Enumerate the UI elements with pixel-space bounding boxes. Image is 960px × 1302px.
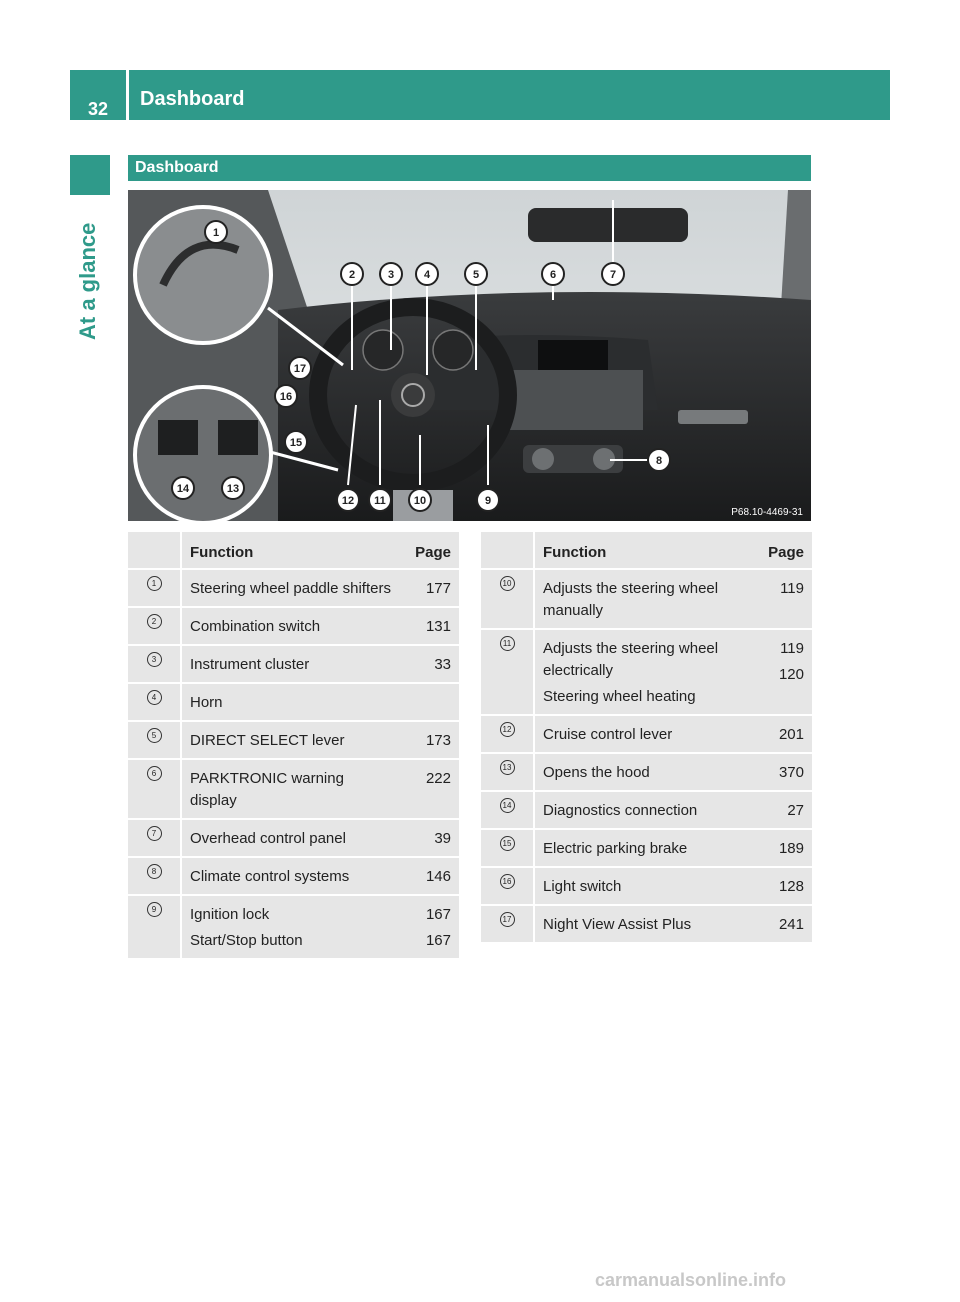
function-text: Horn — [190, 694, 223, 711]
item-number-cell — [128, 570, 182, 608]
item-number-badge: 11 — [500, 636, 515, 651]
callout-number-15: 15 — [289, 437, 303, 449]
item-number-cell — [481, 792, 535, 830]
page-number-text: 119 — [780, 580, 804, 597]
function-cell — [535, 792, 750, 830]
function-text: Steering wheel heating — [543, 688, 696, 705]
function-table-right — [481, 532, 812, 944]
function-cell — [182, 820, 397, 858]
item-number-cell — [128, 722, 182, 760]
item-number-badge: 15 — [500, 836, 515, 851]
page-cell — [397, 760, 459, 820]
callout-number-12: 12 — [341, 495, 355, 507]
callout-number-8: 8 — [655, 455, 663, 467]
page-number-text: 370 — [778, 764, 804, 781]
page-number-text: 146 — [425, 868, 451, 885]
function-cell — [535, 868, 750, 906]
function-cell — [535, 716, 750, 754]
function-text: Night View Assist Plus — [543, 916, 692, 933]
page-number-text: 39 — [434, 830, 451, 847]
dashboard-photo — [128, 190, 811, 521]
column-header-function: Function — [535, 532, 750, 570]
section-title: Dashboard — [135, 159, 219, 176]
page-cell — [750, 630, 812, 716]
callout-number-13: 13 — [226, 483, 240, 495]
function-text: Opens the hood — [543, 764, 650, 781]
table-row — [481, 906, 812, 944]
page-cell — [750, 716, 812, 754]
function-text: Combination switch — [190, 618, 321, 635]
page-number-text: 167 — [425, 906, 451, 923]
item-number-badge: 13 — [500, 760, 515, 775]
item-number-cell — [481, 716, 535, 754]
page-cell — [750, 792, 812, 830]
table-row — [128, 570, 459, 608]
callout-number-3: 3 — [387, 269, 395, 281]
page-cell — [397, 858, 459, 896]
item-number-cell — [481, 868, 535, 906]
callout-number-10: 10 — [413, 495, 427, 507]
item-number-cell — [128, 684, 182, 722]
watermark: carmanualsonline.info — [595, 1270, 787, 1290]
function-cell — [182, 760, 397, 820]
column-header-function: Function — [182, 532, 397, 570]
page-cell — [397, 646, 459, 684]
page-cell — [750, 754, 812, 792]
item-number-badge: 7 — [147, 826, 162, 841]
item-number-badge: 1 — [147, 576, 162, 591]
table-row — [481, 570, 812, 630]
item-number-badge: 4 — [147, 690, 162, 705]
item-number-badge: 5 — [147, 728, 162, 743]
function-text: Light switch — [543, 878, 622, 895]
table-row — [128, 722, 459, 760]
function-cell — [535, 570, 750, 630]
table-row — [128, 858, 459, 896]
item-number-cell — [481, 906, 535, 944]
section-bar — [128, 155, 811, 181]
item-number-badge: 16 — [500, 874, 515, 889]
column-header-number — [481, 532, 535, 570]
item-number-badge: 3 — [147, 652, 162, 667]
page-number-text: 201 — [778, 726, 804, 743]
callout-number-14: 14 — [176, 483, 190, 495]
item-number-cell — [481, 570, 535, 630]
page-number-text: 222 — [425, 770, 451, 787]
function-cell — [182, 646, 397, 684]
function-text: Climate control systems — [190, 868, 350, 885]
table-row — [481, 792, 812, 830]
function-text: Overhead control panel — [190, 830, 346, 847]
page-title: Dashboard — [140, 88, 245, 110]
callout-number-17: 17 — [293, 363, 307, 375]
table-row — [128, 896, 459, 960]
table-row — [128, 608, 459, 646]
item-number-cell — [128, 858, 182, 896]
page-number-text: 189 — [778, 840, 804, 857]
page-number-text: 119 — [780, 640, 804, 657]
page-number-text: 241 — [778, 916, 804, 933]
page-cell — [750, 906, 812, 944]
table-row — [481, 630, 812, 716]
item-number-cell — [128, 608, 182, 646]
item-number-cell — [128, 760, 182, 820]
table-row — [128, 760, 459, 820]
function-table-left — [128, 532, 459, 960]
item-number-badge: 17 — [500, 912, 515, 927]
item-number-cell — [128, 646, 182, 684]
page-number-text — [397, 692, 451, 714]
page-cell — [750, 570, 812, 630]
function-cell — [182, 608, 397, 646]
page-cell — [397, 570, 459, 608]
column-header-page: Page — [397, 532, 459, 570]
column-header-number — [128, 532, 182, 570]
table-row — [128, 820, 459, 858]
function-text: Electric parking brake — [543, 840, 688, 857]
callout-number-6: 6 — [549, 269, 557, 281]
function-cell — [535, 906, 750, 944]
item-number-cell — [128, 896, 182, 960]
function-text: Start/Stop button — [190, 932, 303, 949]
callout-number-4: 4 — [423, 269, 431, 281]
function-cell — [535, 830, 750, 868]
callout-number-11: 11 — [374, 495, 386, 507]
function-text: Diagnostics connection — [543, 802, 698, 819]
item-number-cell — [128, 820, 182, 858]
page-cell — [397, 820, 459, 858]
side-marker — [70, 155, 110, 195]
function-text: Ignition lock — [190, 906, 270, 923]
page-cell — [397, 896, 459, 960]
function-cell — [182, 896, 397, 960]
item-number-badge: 12 — [500, 722, 515, 737]
item-number-badge: 2 — [147, 614, 162, 629]
page-cell — [397, 684, 459, 722]
side-tab-label: At a glance — [75, 222, 100, 340]
item-number-cell — [481, 830, 535, 868]
page-cell — [750, 868, 812, 906]
function-text: DIRECT SELECT lever — [190, 732, 345, 749]
page-number-text: 131 — [425, 618, 451, 635]
function-text: Steering wheel paddle shifters — [190, 580, 391, 597]
page-cell — [750, 830, 812, 868]
function-cell — [182, 570, 397, 608]
callout-number-7: 7 — [609, 269, 617, 281]
table-row — [128, 684, 459, 722]
item-number-cell — [481, 630, 535, 716]
page-number-text: 33 — [434, 656, 451, 673]
callout-number-1: 1 — [212, 227, 220, 239]
function-text: Adjusts the steering wheel manually — [543, 580, 719, 619]
page-number-text: 167 — [425, 932, 451, 949]
page-cell — [397, 608, 459, 646]
function-cell — [182, 722, 397, 760]
function-text: Adjusts the steering wheel electrically — [543, 640, 719, 679]
page-number-text: 128 — [778, 878, 804, 895]
function-cell — [182, 684, 397, 722]
function-cell — [535, 630, 750, 716]
page-number: 32 — [87, 99, 109, 119]
item-number-badge: 14 — [500, 798, 515, 813]
table-row — [481, 830, 812, 868]
item-number-badge: 6 — [147, 766, 162, 781]
table-row — [481, 868, 812, 906]
page-cell — [397, 722, 459, 760]
function-text: PARKTRONIC warning display — [190, 770, 344, 809]
page-number-text: 177 — [425, 580, 451, 597]
table-row — [481, 754, 812, 792]
item-number-badge: 10 — [500, 576, 515, 591]
item-number-badge: 8 — [147, 864, 162, 879]
function-cell — [182, 858, 397, 896]
figure-code: P68.10-4469-31 — [731, 507, 803, 518]
page-number-text: 173 — [425, 732, 451, 749]
table-row — [481, 716, 812, 754]
page-number-text: 120 — [778, 666, 804, 683]
page-number-text: 27 — [787, 802, 804, 819]
item-number-badge: 9 — [147, 902, 162, 917]
function-text: Instrument cluster — [190, 656, 310, 673]
callout-number-9: 9 — [484, 495, 492, 507]
callout-number-2: 2 — [348, 269, 356, 281]
item-number-cell — [481, 754, 535, 792]
header-divider — [126, 70, 129, 120]
function-text: Cruise control lever — [543, 726, 673, 743]
callout-number-16: 16 — [279, 391, 293, 403]
function-cell — [535, 754, 750, 792]
column-header-page: Page — [750, 532, 812, 570]
callout-number-5: 5 — [472, 269, 480, 281]
table-row — [128, 646, 459, 684]
